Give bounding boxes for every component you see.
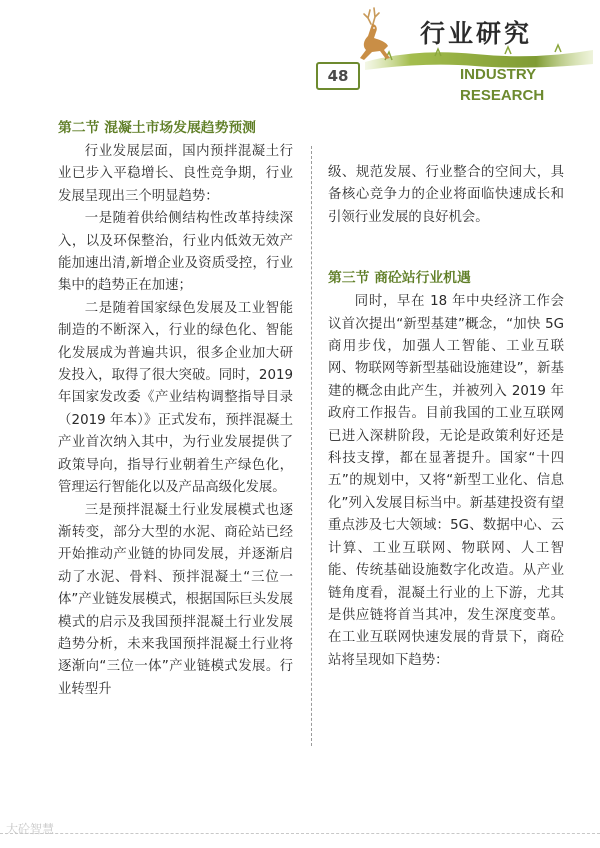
footer-rule xyxy=(0,833,600,834)
paragraph: 行业发展层面，国内预拌混凝土行业已步入平稳增长、良性竞争期，行业发展呈现出三个明显趋势： xyxy=(58,144,293,204)
paragraph: 二是随着国家绿色发展及工业智能制造的不断深入，行业的绿色化、智能化发展成为普遍共识，很多企业加大研发投入，取得了很大突破。同时，2019 年国家发改委《产业结构调整指导目录（2019 年本）》正式发布，预拌混凝土产业首次纳入其中，为行业发展提供了政策导向，指导行业朝着生产绿色化，管理运行智能化以及产品高级化发展。 xyxy=(58,300,293,496)
section-heading-2: 第二节 混凝土市场发展趋势预测 xyxy=(58,120,256,136)
spacer xyxy=(328,229,564,266)
english-section-label xyxy=(460,64,544,106)
english-label-line-2: RESEARCH xyxy=(460,87,545,104)
section-title: 行业研究 xyxy=(420,19,533,48)
left-column xyxy=(58,116,293,701)
paragraph: 一是随着供给侧结构性改革持续深入，以及环保整治，行业内低效无效产能加速出清,新增企业及资质受控，行业集中的趋势正在加速； xyxy=(58,211,293,294)
column-divider xyxy=(311,146,312,746)
paragraph: 三是预拌混凝土行业发展模式也逐渐转变，部分大型的水泥、商砼站已经开始推动产业链的协同发展，并逐渐启动了水泥、骨料、预拌混凝土“三位一体”产业链发展模式，根据国际巨头发展模式的启示及我国预拌混凝土行业发展趋势分析，未来我国预拌混凝土行业将逐渐向“三位一体”产业链模式发展。行业转型升 xyxy=(58,502,293,697)
section-heading-3: 第三节 商砼站行业机遇 xyxy=(328,270,471,287)
deer-icon xyxy=(360,8,390,60)
page-number: 48 xyxy=(316,62,360,90)
paragraph-continuation: 级、规范发展、行业整合的空间大，具备核心竞争力的企业将面临快速成长和引领行业发展的良好机会。 xyxy=(328,165,564,225)
english-label-line-1: INDUSTRY xyxy=(460,66,537,83)
paragraph: 同时，早在 18 年中央经济工作会议首次提出“新型基建”概念，“加快 5G 商用步伐，加强人工智能、工业互联网、物联网等新型基础设施建设”，新基建的概念由此产生，并被列入 2019 年政府工作报告。目前我国的工业互联网已进入深耕阶段，无论是政策利好还是科技支撑，都在显著提升。国家“十四五”的规划中，又将“新型工业化、信息化”列入发展目标当中。新基建投资有望重点涉及七大领域：5G、数据中心、云计算、工业互联网、物联网、人工智能、传统基础设施数字化改造。从产业链角度看，混凝土行业的上下游，尤其是供应链将首当其冲，发生深度变革。在工业互联网快速发展的背景下，商砼站将呈现如下趋势： xyxy=(328,294,564,668)
watermark: 大砼智慧 xyxy=(6,822,55,836)
right-column xyxy=(328,162,564,672)
